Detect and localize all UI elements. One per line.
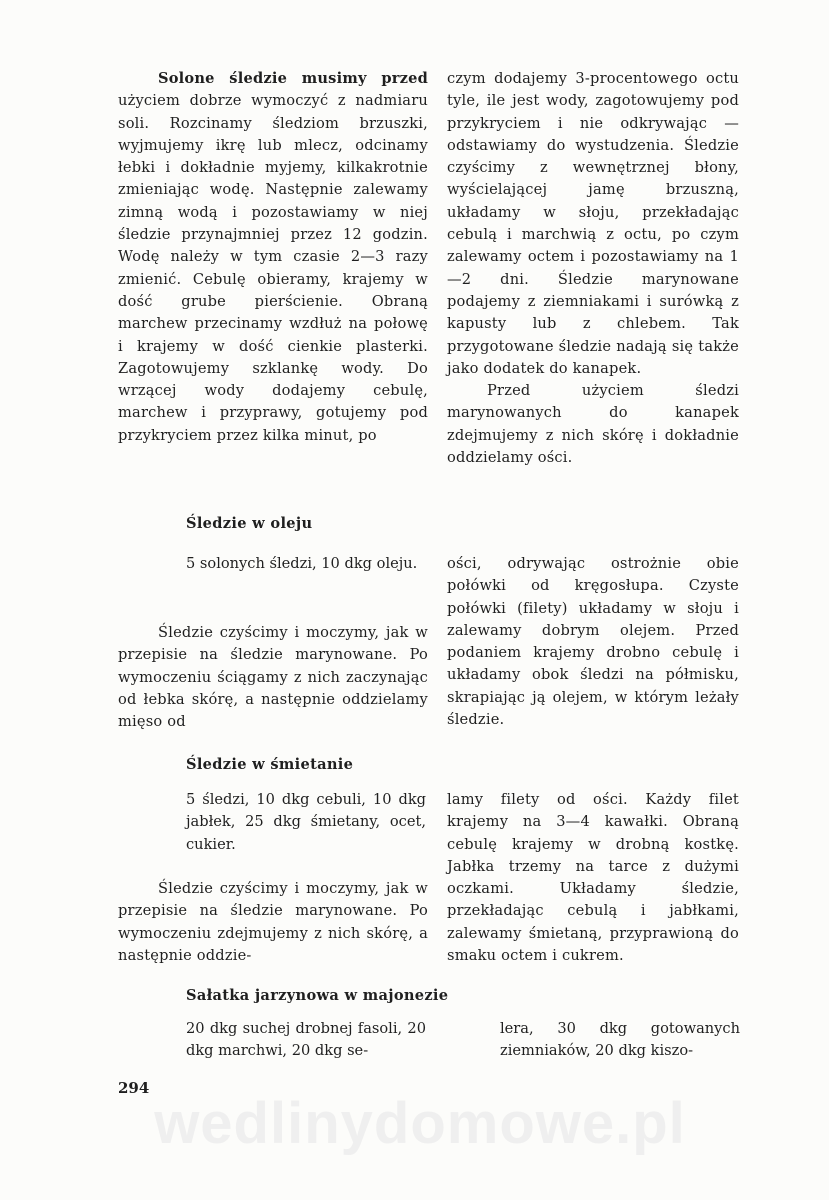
herring-oil-text-right: ości, odrywając ostrożnie obie połówki od kręgosłupa. Czyste połówki (filety) układamy w słoju i zalewamy dobrym olejem. Przed podaniem krajemy drobno cebulę i układamy obok śledzi na półmisku, skrapiając ją olejem, w którym leżały śledzie. bbox=[447, 555, 739, 729]
herring-marinade-left-column bbox=[118, 68, 428, 447]
ingredients-salad-right: lera, 30 dkg gotowanych ziemniaków, 20 dkg kiszo- bbox=[500, 1020, 740, 1060]
ingredients-herring-oil: 5 solonych śledzi, 10 dkg oleju. bbox=[186, 555, 418, 572]
recipe-title-vegetable-salad: Sałatka jarzynowa w majonezie bbox=[186, 987, 449, 1004]
page-number: 294 bbox=[118, 1079, 150, 1097]
ingredients-salad-left: 20 dkg suchej drobnej fasoli, 20 dkg marchwi, 20 dkg se- bbox=[186, 1020, 426, 1060]
marinade-text-right-para2: Przed użyciem śledzi marynowanych do kanapek zdejmujemy z nich skórę i dokładnie oddzielamy ości. bbox=[447, 382, 739, 467]
marinade-text-right: czym dodajemy 3-procentowego octu tyle, ile jest wody, zagotowujemy pod przykryciem i nie odkrywając — odstawiamy do wystudzenia. Śledzie czyścimy z wewnętrznej błony, wyścielającej jamę brzuszną, układamy w słoju, przekładając cebulą i marchwią z octu, po czym zalewamy octem i pozostawiamy na 1—2 dni. Śledzie marynowane podajemy z ziemniakami i surówką z kapusty lub z chlebem. Tak przygotowane śledzie nadają się także jako dodatek do kanapek. bbox=[447, 70, 739, 377]
recipe-title-herring-cream: Śledzie w śmietanie bbox=[186, 756, 354, 773]
herring-cream-text-left: Śledzie czyścimy i moczymy, jak w przepisie na śledzie marynowane. Po wymoczeniu zdejmujemy z nich skórę, a następnie oddzie- bbox=[118, 880, 428, 964]
herring-oil-left-column bbox=[118, 622, 428, 733]
herring-cream-right-column bbox=[447, 789, 739, 967]
watermark: wedlinydomowe.pl bbox=[154, 1091, 686, 1156]
herring-oil-right-column bbox=[447, 553, 739, 731]
herring-cream-left-column bbox=[118, 878, 428, 967]
marinade-text-left: użyciem dobrze wymoczyć z nadmiaru soli. Rozcinamy śledziom brzuszki, wyjmujemy ikrę lub mlecz, odcinamy łebki i dokładnie myjemy, kilkakrotnie zmieniając wodę. Następnie zalewamy zimną wodą i pozostawiamy w niej śledzie przynajmniej przez 12 godzin. Wodę należy w tym czasie 2—3 razy zmienić. Cebulę obieramy, krajemy w dość grube pierścienie. Obraną marchew przecinamy wzdłuż na połowę i krajemy w dość cienkie plasterki. Zagotowujemy szklankę wody. Do wrzącej wody dodajemy cebulę, marchew i przyprawy, gotujemy pod przykryciem przez kilka minut, po bbox=[118, 92, 428, 444]
herring-marinade-right-column bbox=[447, 68, 739, 469]
ingredients-herring-cream: 5 śledzi, 10 dkg cebuli, 10 dkg jabłek, 25 dkg śmietany, ocet, cukier. bbox=[186, 791, 426, 853]
recipe-title-herring-oil: Śledzie w oleju bbox=[186, 515, 313, 532]
herring-oil-text-left: Śledzie czyścimy i moczymy, jak w przepisie na śledzie marynowane. Po wymoczeniu ściągamy z nich zaczynając od łebka skórę, a następnie oddzielamy mięso od bbox=[118, 624, 428, 731]
herring-cream-text-right: lamy filety od ości. Każdy filet krajemy na 3—4 kawałki. Obraną cebulę krajemy w drobną kostkę. Jabłka trzemy na tarce z dużymi oczkami. Układamy śledzie, przekładając cebulą i jabłkami, zalewamy śmietaną, przyprawioną do smaku octem i cukrem. bbox=[447, 791, 739, 965]
lead-text: Solone śledzie musimy przed bbox=[158, 70, 428, 87]
